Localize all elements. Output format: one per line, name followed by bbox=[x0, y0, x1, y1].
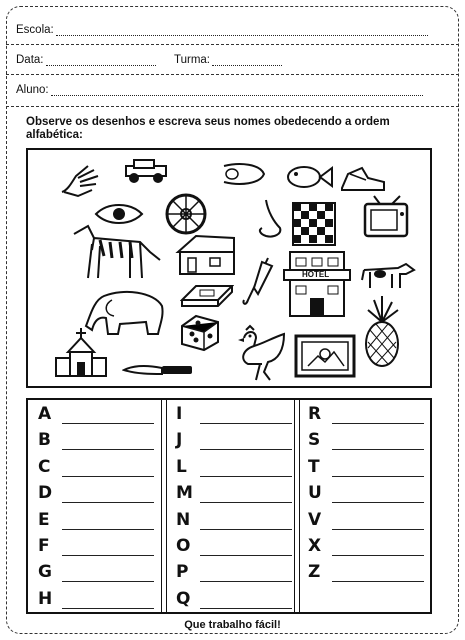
letter-label: P bbox=[176, 562, 189, 583]
letter-label: O bbox=[176, 536, 191, 556]
letter-row bbox=[38, 481, 154, 503]
letter-row bbox=[176, 587, 292, 609]
letter-row bbox=[308, 508, 424, 530]
header-divider bbox=[6, 44, 459, 45]
letter-row bbox=[308, 455, 424, 477]
answer-line[interactable] bbox=[200, 517, 292, 530]
letter-row bbox=[176, 455, 292, 477]
student-label: Aluno: bbox=[16, 84, 49, 96]
answer-line[interactable] bbox=[200, 411, 292, 424]
column-divider bbox=[294, 400, 300, 612]
knife-icon bbox=[122, 362, 194, 378]
letter-label: V bbox=[308, 509, 322, 530]
car-icon bbox=[122, 156, 170, 186]
letter-row bbox=[176, 481, 292, 503]
letter-label: F bbox=[38, 536, 50, 556]
class-label: Turma: bbox=[174, 54, 210, 66]
answer-line[interactable] bbox=[200, 543, 292, 556]
answer-line[interactable] bbox=[200, 437, 292, 450]
church-icon bbox=[54, 328, 108, 378]
letters-column-1 bbox=[38, 400, 158, 612]
letter-label: I bbox=[176, 404, 183, 424]
letter-label: B bbox=[38, 430, 51, 451]
hotel-icon bbox=[282, 248, 352, 320]
letter-label: X bbox=[308, 536, 322, 556]
letter-label: D bbox=[38, 483, 53, 504]
letter-label: G bbox=[38, 562, 52, 583]
fish-icon bbox=[284, 162, 334, 192]
letter-label: J bbox=[176, 430, 183, 451]
instruction-text: Observe os desenhos e escreva seus nomes obedecendo a ordem alfabética: bbox=[26, 116, 390, 141]
letter-row bbox=[38, 428, 154, 450]
school-label: Escola: bbox=[16, 24, 54, 36]
letter-row bbox=[308, 428, 424, 450]
letter-label: R bbox=[308, 404, 322, 424]
picture-frame-icon bbox=[294, 334, 356, 378]
answer-line[interactable] bbox=[62, 543, 154, 556]
answer-line[interactable] bbox=[62, 464, 154, 477]
letter-row bbox=[38, 587, 154, 609]
letter-row bbox=[38, 508, 154, 530]
class-field[interactable] bbox=[174, 54, 282, 66]
answer-line[interactable] bbox=[332, 464, 424, 477]
letter-label: U bbox=[308, 483, 322, 504]
answer-line[interactable] bbox=[200, 464, 292, 477]
header-divider bbox=[6, 106, 459, 107]
wheel-icon bbox=[164, 192, 208, 236]
letter-row bbox=[38, 560, 154, 582]
letter-label: Z bbox=[308, 562, 321, 583]
dice-icon bbox=[178, 314, 222, 352]
answer-line[interactable] bbox=[62, 490, 154, 503]
letter-label: T bbox=[308, 456, 320, 477]
answer-line[interactable] bbox=[332, 490, 424, 503]
hand-icon bbox=[58, 162, 104, 198]
answer-line[interactable] bbox=[332, 517, 424, 530]
school-field[interactable] bbox=[16, 24, 428, 36]
answer-line[interactable] bbox=[62, 437, 154, 450]
shoe-icon bbox=[338, 164, 388, 196]
alphabet-answer-grid bbox=[26, 398, 432, 614]
letter-label: S bbox=[308, 430, 321, 451]
book-icon bbox=[180, 284, 234, 308]
date-field[interactable] bbox=[16, 54, 156, 66]
letter-row bbox=[176, 428, 292, 450]
hotel-sign-text: HOTEL bbox=[302, 270, 330, 279]
answer-line[interactable] bbox=[332, 543, 424, 556]
column-divider bbox=[161, 400, 167, 612]
letter-row bbox=[308, 560, 424, 582]
header-divider bbox=[6, 74, 459, 75]
letter-row bbox=[38, 455, 154, 477]
checkerboard-icon bbox=[292, 202, 336, 246]
answer-line[interactable] bbox=[200, 569, 292, 582]
answer-line[interactable] bbox=[62, 517, 154, 530]
letter-row bbox=[308, 481, 424, 503]
pineapple-icon bbox=[362, 296, 402, 368]
letter-row bbox=[38, 402, 154, 424]
answer-line[interactable] bbox=[332, 569, 424, 582]
footer-text: Que trabalho fácil! bbox=[184, 619, 281, 631]
letter-row bbox=[308, 534, 424, 556]
letter-label: E bbox=[38, 509, 50, 530]
answer-line[interactable] bbox=[332, 411, 424, 424]
date-label: Data: bbox=[16, 54, 44, 66]
letter-label: M bbox=[176, 483, 193, 504]
letter-row bbox=[176, 402, 292, 424]
letter-label: Q bbox=[176, 588, 191, 609]
nose-icon bbox=[252, 198, 286, 242]
answer-line[interactable] bbox=[200, 490, 292, 503]
letter-row bbox=[38, 534, 154, 556]
television-icon bbox=[362, 194, 410, 240]
letter-label: A bbox=[38, 404, 52, 424]
rooster-icon bbox=[232, 324, 288, 382]
letter-label: N bbox=[176, 509, 191, 530]
zebra-icon bbox=[70, 222, 166, 284]
letter-row bbox=[308, 402, 424, 424]
letter-label: C bbox=[38, 456, 51, 477]
house-icon bbox=[174, 234, 238, 276]
picture-box bbox=[26, 148, 432, 388]
letter-row bbox=[176, 560, 292, 582]
finger-icon bbox=[220, 160, 266, 188]
answer-line[interactable] bbox=[62, 411, 154, 424]
letter-label: L bbox=[176, 456, 187, 477]
letter-label: H bbox=[38, 588, 53, 609]
answer-line[interactable] bbox=[200, 596, 292, 609]
student-field[interactable] bbox=[16, 84, 423, 96]
answer-line[interactable] bbox=[62, 596, 154, 609]
answer-line[interactable] bbox=[62, 569, 154, 582]
cow-icon bbox=[360, 260, 416, 292]
letters-column-3 bbox=[308, 400, 428, 612]
answer-line[interactable] bbox=[332, 437, 424, 450]
umbrella-icon bbox=[240, 254, 276, 308]
letter-row bbox=[176, 508, 292, 530]
letter-row bbox=[176, 534, 292, 556]
letters-column-2 bbox=[176, 400, 296, 612]
